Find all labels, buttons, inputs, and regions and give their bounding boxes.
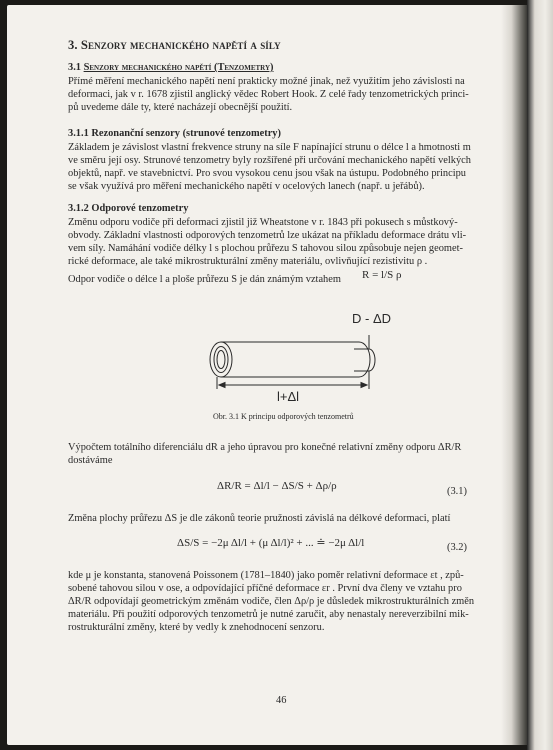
paragraph-line: se však využívá pro měření mechanického napětí v ocelových lanech (např. u jeřábů). — [68, 181, 425, 192]
equation-3-2-number: (3.2) — [447, 542, 467, 553]
paragraph-line: pů uvedeme dále ty, které nacházejí obecnější použití. — [68, 102, 293, 113]
paragraph-line: vem síly. Namáhání vodiče délky l s plochou průřezu S tahovou silou způsobuje nejen geomet- — [68, 243, 463, 254]
paragraph-line: dostáváme — [68, 455, 113, 466]
paragraph-line: ΔR/R odpovídají geometrickým změnám vodiče, člen Δρ/ρ je důsledek mikrostrukturálních změn — [68, 596, 475, 607]
paragraph-line: objektů, např. ve stavebnictví. Pro svou vysokou cenu jsou však na ústupu. Podobného principu — [68, 168, 466, 179]
book-page — [7, 5, 527, 745]
paragraph-line: Změnu odporu vodiče při deformaci zjistil již Wheatstone v r. 1843 při pokusech s můstkový- — [68, 217, 458, 228]
paragraph-line: rostrukturální změny, které by vedly k znehodnocení senzoru. — [68, 622, 325, 633]
paragraph-line: Změna plochy průřezu ΔS je dle zákonů teorie pružnosti závislá na délkové deformaci, platí — [68, 513, 451, 524]
resistance-sentence: Odpor vodiče o délce l a ploše průřezu S je dán známým vztahem — [68, 274, 341, 285]
equation-3-2: ΔS/S = −2μ Δl/l + (μ Δl/l)² + ... ≐ −2μ Δl/l — [177, 537, 365, 549]
paragraph-line: sobené tahovou silou v ose, a odpovídající příčné deformace εr . První dva členy ve vztahu pro — [68, 583, 462, 594]
paragraph-line: rické deformace, ale také mikrostrukturální změny materiálu, ovlivňující rezistivitu ρ . — [68, 256, 428, 267]
figure-caption: Obr. 3.1 K principu odporových tenzometrů — [213, 412, 354, 421]
paragraph-line: Výpočtem totálního diferenciálu dR a jeho úpravou pro konečné relativní změny odporu ΔR/R — [68, 442, 462, 453]
equation-3-1-number: (3.1) — [447, 486, 467, 497]
equation-3-1: ΔR/R = Δl/l − ΔS/S + Δρ/ρ — [217, 480, 337, 492]
adjacent-page-edge — [527, 0, 553, 750]
figure-label-diameter: D - ΔD — [352, 311, 392, 326]
subsection-311-heading: 3.1.1 Rezonanční senzory (strunové tenzometry) — [68, 128, 281, 139]
paragraph-line: materiálu. Při použití odporových tenzometrů je nutné zaručit, aby nenastaly nereverzibilní mik- — [68, 609, 469, 620]
figure-label-length: l+Δl — [277, 389, 300, 404]
resistance-formula: R = l/S ρ — [362, 269, 402, 281]
subsection-312-heading: 3.1.2 Odporové tenzometry — [68, 203, 189, 214]
paragraph-line: obvody. Základní vlastnosti odporových tenzometrů lze ukázat na příkladu deformace drátu vli- — [68, 230, 467, 241]
paragraph-line: ve směru její osy. Strunové tenzometry byly rozšířené při určování mechanického napětí velkých — [68, 155, 471, 166]
section-heading: 3. Senzory mechanického napětí a síly — [68, 38, 281, 52]
subsection-31-heading: 3.1 Senzory mechanického napětí (Tenzometry) — [68, 62, 274, 73]
paragraph-line: Přímé měření mechanického napětí není prakticky možné jinak, než využitím jeho závislosti na — [68, 76, 465, 87]
page-number: 46 — [276, 695, 287, 706]
paragraph-line: kde μ je konstanta, stanovená Poissonem (1781–1840) jako poměr relativní deformace εt , způ- — [68, 570, 464, 581]
paragraph-line: Základem je závislost vlastní frekvence struny na síle F napínající strunu o délce l a hmotnosti m — [68, 142, 471, 153]
paragraph-line: deformaci, jak v r. 1678 zjistil anglický vědec Robert Hook. Z celé řady tenzometrických princi- — [68, 89, 469, 100]
